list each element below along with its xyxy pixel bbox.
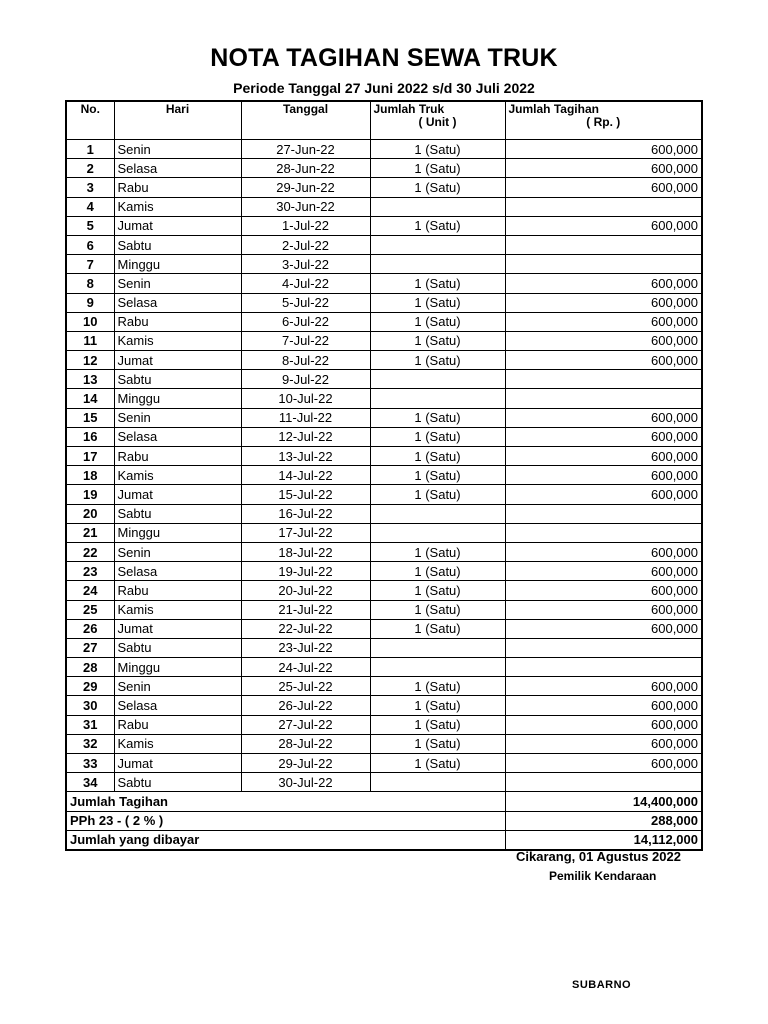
table-row: [66, 197, 702, 216]
row-no: 1: [66, 140, 114, 159]
row-tanggal: 24-Jul-22: [241, 658, 370, 677]
row-hari: Selasa: [114, 159, 241, 178]
row-hari: Kamis: [114, 197, 241, 216]
row-tanggal: 25-Jul-22: [241, 677, 370, 696]
row-jumlah-truk: 1 (Satu): [370, 216, 505, 235]
row-jumlah-truk: [370, 235, 505, 254]
document-period: Periode Tanggal 27 Juni 2022 s/d 30 Juli 2022: [233, 80, 535, 96]
row-jumlah-tagihan: 600,000: [505, 274, 702, 293]
row-hari: Jumat: [114, 216, 241, 235]
row-jumlah-tagihan: 600,000: [505, 312, 702, 331]
table-row: [66, 159, 702, 178]
row-hari: Rabu: [114, 581, 241, 600]
header-jumlah-tagihan-unit: ( Rp. ): [586, 115, 621, 129]
table-row: [66, 619, 702, 638]
table-row: [66, 504, 702, 523]
table-row: [66, 178, 702, 197]
table-row: [66, 255, 702, 274]
row-hari: Rabu: [114, 447, 241, 466]
row-hari: Jumat: [114, 485, 241, 504]
row-tanggal: 7-Jul-22: [241, 331, 370, 350]
row-no: 12: [66, 351, 114, 370]
row-hari: Selasa: [114, 696, 241, 715]
row-tanggal: 5-Jul-22: [241, 293, 370, 312]
row-tanggal: 15-Jul-22: [241, 485, 370, 504]
row-hari: Senin: [114, 140, 241, 159]
row-hari: Kamis: [114, 331, 241, 350]
row-no: 27: [66, 638, 114, 657]
table-row: [66, 351, 702, 370]
table-row: [66, 734, 702, 753]
invoice-table-body: [66, 140, 702, 792]
row-jumlah-tagihan: 600,000: [505, 677, 702, 696]
row-jumlah-truk: [370, 638, 505, 657]
summary-paid-value: 14,112,000: [505, 830, 702, 850]
row-jumlah-tagihan: 600,000: [505, 600, 702, 619]
row-jumlah-truk: [370, 504, 505, 523]
row-hari: Rabu: [114, 178, 241, 197]
row-no: 31: [66, 715, 114, 734]
row-no: 7: [66, 255, 114, 274]
row-no: 30: [66, 696, 114, 715]
row-tanggal: 17-Jul-22: [241, 523, 370, 542]
row-jumlah-tagihan: 600,000: [505, 447, 702, 466]
row-tanggal: 22-Jul-22: [241, 619, 370, 638]
header-jumlah-truk-unit: ( Unit ): [418, 115, 457, 129]
table-row: [66, 312, 702, 331]
row-tanggal: 9-Jul-22: [241, 370, 370, 389]
invoice-table-header: [66, 101, 702, 140]
row-no: 15: [66, 408, 114, 427]
row-tanggal: 6-Jul-22: [241, 312, 370, 331]
row-tanggal: 27-Jul-22: [241, 715, 370, 734]
table-row: [66, 216, 702, 235]
row-tanggal: 28-Jun-22: [241, 159, 370, 178]
row-jumlah-truk: 1 (Satu): [370, 542, 505, 561]
row-hari: Senin: [114, 408, 241, 427]
row-jumlah-tagihan: [505, 370, 702, 389]
row-jumlah-tagihan: [505, 773, 702, 792]
row-no: 19: [66, 485, 114, 504]
row-hari: Kamis: [114, 734, 241, 753]
row-hari: Jumat: [114, 754, 241, 773]
row-tanggal: 4-Jul-22: [241, 274, 370, 293]
row-no: 32: [66, 734, 114, 753]
row-hari: Jumat: [114, 351, 241, 370]
row-hari: Kamis: [114, 600, 241, 619]
row-jumlah-truk: 1 (Satu): [370, 619, 505, 638]
row-jumlah-truk: 1 (Satu): [370, 293, 505, 312]
row-no: 23: [66, 562, 114, 581]
row-jumlah-tagihan: [505, 658, 702, 677]
row-hari: Selasa: [114, 562, 241, 581]
row-jumlah-tagihan: [505, 389, 702, 408]
row-hari: Senin: [114, 274, 241, 293]
row-hari: Minggu: [114, 389, 241, 408]
row-tanggal: 11-Jul-22: [241, 408, 370, 427]
table-row: [66, 447, 702, 466]
header-jumlah-tagihan-label: Jumlah Tagihan: [508, 102, 599, 116]
row-jumlah-truk: 1 (Satu): [370, 351, 505, 370]
row-hari: Minggu: [114, 255, 241, 274]
row-tanggal: 19-Jul-22: [241, 562, 370, 581]
row-no: 6: [66, 235, 114, 254]
table-row: [66, 658, 702, 677]
table-row: [66, 638, 702, 657]
table-row: [66, 140, 702, 159]
row-tanggal: 8-Jul-22: [241, 351, 370, 370]
row-jumlah-tagihan: 600,000: [505, 485, 702, 504]
row-no: 28: [66, 658, 114, 677]
row-jumlah-tagihan: 600,000: [505, 466, 702, 485]
row-no: 11: [66, 331, 114, 350]
row-hari: Sabtu: [114, 504, 241, 523]
row-no: 3: [66, 178, 114, 197]
row-tanggal: 29-Jul-22: [241, 754, 370, 773]
row-no: 8: [66, 274, 114, 293]
table-row: [66, 677, 702, 696]
row-tanggal: 27-Jun-22: [241, 140, 370, 159]
row-jumlah-tagihan: 600,000: [505, 331, 702, 350]
row-no: 4: [66, 197, 114, 216]
row-tanggal: 16-Jul-22: [241, 504, 370, 523]
row-tanggal: 20-Jul-22: [241, 581, 370, 600]
row-tanggal: 18-Jul-22: [241, 542, 370, 561]
row-hari: Minggu: [114, 523, 241, 542]
row-jumlah-truk: 1 (Satu): [370, 312, 505, 331]
row-jumlah-tagihan: 600,000: [505, 542, 702, 561]
invoice-table: [65, 100, 703, 851]
row-no: 21: [66, 523, 114, 542]
row-hari: Rabu: [114, 715, 241, 734]
row-jumlah-tagihan: 600,000: [505, 734, 702, 753]
row-no: 22: [66, 542, 114, 561]
table-row: [66, 408, 702, 427]
row-no: 33: [66, 754, 114, 773]
table-row: [66, 370, 702, 389]
row-tanggal: 2-Jul-22: [241, 235, 370, 254]
row-jumlah-truk: [370, 523, 505, 542]
document-title: NOTA TAGIHAN SEWA TRUK: [210, 44, 558, 72]
row-jumlah-tagihan: [505, 235, 702, 254]
row-jumlah-tagihan: [505, 638, 702, 657]
row-no: 5: [66, 216, 114, 235]
row-tanggal: 12-Jul-22: [241, 427, 370, 446]
row-tanggal: 13-Jul-22: [241, 447, 370, 466]
row-no: 13: [66, 370, 114, 389]
row-jumlah-tagihan: 600,000: [505, 696, 702, 715]
row-jumlah-tagihan: 600,000: [505, 178, 702, 197]
row-jumlah-truk: 1 (Satu): [370, 427, 505, 446]
summary-pph-value: 288,000: [505, 811, 702, 830]
row-jumlah-tagihan: [505, 197, 702, 216]
row-jumlah-tagihan: 600,000: [505, 140, 702, 159]
summary-pph-label: PPh 23 - ( 2 % ): [66, 811, 505, 830]
row-no: 10: [66, 312, 114, 331]
row-jumlah-tagihan: 600,000: [505, 715, 702, 734]
row-hari: Kamis: [114, 466, 241, 485]
row-no: 14: [66, 389, 114, 408]
row-jumlah-truk: [370, 389, 505, 408]
row-jumlah-truk: 1 (Satu): [370, 581, 505, 600]
row-jumlah-truk: 1 (Satu): [370, 562, 505, 581]
summary-total-label: Jumlah Tagihan: [66, 792, 505, 811]
signature-role: Pemilik Kendaraan: [549, 869, 657, 883]
row-jumlah-truk: 1 (Satu): [370, 274, 505, 293]
table-row: [66, 485, 702, 504]
row-jumlah-tagihan: 600,000: [505, 619, 702, 638]
row-jumlah-tagihan: 600,000: [505, 754, 702, 773]
row-jumlah-tagihan: 600,000: [505, 427, 702, 446]
row-hari: Sabtu: [114, 370, 241, 389]
row-tanggal: 30-Jun-22: [241, 197, 370, 216]
row-no: 16: [66, 427, 114, 446]
table-row: [66, 562, 702, 581]
row-jumlah-truk: [370, 197, 505, 216]
row-tanggal: 1-Jul-22: [241, 216, 370, 235]
row-no: 2: [66, 159, 114, 178]
table-row: [66, 523, 702, 542]
table-row: [66, 773, 702, 792]
row-hari: Rabu: [114, 312, 241, 331]
table-row: [66, 581, 702, 600]
row-jumlah-truk: 1 (Satu): [370, 734, 505, 753]
row-no: 25: [66, 600, 114, 619]
row-jumlah-truk: 1 (Satu): [370, 696, 505, 715]
row-no: 17: [66, 447, 114, 466]
row-jumlah-truk: 1 (Satu): [370, 140, 505, 159]
row-hari: Senin: [114, 677, 241, 696]
row-tanggal: 10-Jul-22: [241, 389, 370, 408]
header-hari: Hari: [114, 101, 241, 140]
summary-row-paid: [66, 830, 702, 850]
row-jumlah-tagihan: 600,000: [505, 159, 702, 178]
table-row: [66, 331, 702, 350]
row-jumlah-truk: 1 (Satu): [370, 331, 505, 350]
summary-paid-label: Jumlah yang dibayar: [66, 830, 505, 850]
row-jumlah-truk: 1 (Satu): [370, 485, 505, 504]
table-row: [66, 389, 702, 408]
row-hari: Sabtu: [114, 638, 241, 657]
summary-row-total: [66, 792, 702, 811]
row-jumlah-truk: [370, 658, 505, 677]
row-jumlah-tagihan: 600,000: [505, 293, 702, 312]
signature-place-date: Cikarang, 01 Agustus 2022: [516, 849, 681, 864]
row-tanggal: 28-Jul-22: [241, 734, 370, 753]
row-jumlah-tagihan: 600,000: [505, 581, 702, 600]
row-jumlah-truk: 1 (Satu): [370, 447, 505, 466]
table-row: [66, 293, 702, 312]
row-hari: Selasa: [114, 293, 241, 312]
row-tanggal: 26-Jul-22: [241, 696, 370, 715]
row-jumlah-tagihan: [505, 504, 702, 523]
summary-total-value: 14,400,000: [505, 792, 702, 811]
row-jumlah-truk: 1 (Satu): [370, 715, 505, 734]
row-jumlah-truk: 1 (Satu): [370, 159, 505, 178]
row-hari: Selasa: [114, 427, 241, 446]
header-jumlah-truk: [370, 101, 505, 140]
row-no: 29: [66, 677, 114, 696]
table-row: [66, 235, 702, 254]
row-tanggal: 29-Jun-22: [241, 178, 370, 197]
row-hari: Senin: [114, 542, 241, 561]
row-jumlah-truk: [370, 773, 505, 792]
row-hari: Jumat: [114, 619, 241, 638]
row-no: 18: [66, 466, 114, 485]
row-jumlah-tagihan: 600,000: [505, 408, 702, 427]
row-jumlah-truk: [370, 255, 505, 274]
row-no: 34: [66, 773, 114, 792]
signature-name: SUBARNO: [572, 979, 632, 991]
table-row: [66, 427, 702, 446]
row-no: 24: [66, 581, 114, 600]
header-tanggal: Tanggal: [241, 101, 370, 140]
row-jumlah-truk: 1 (Satu): [370, 754, 505, 773]
header-jumlah-tagihan: [505, 101, 702, 140]
row-hari: Sabtu: [114, 773, 241, 792]
table-row: [66, 754, 702, 773]
row-jumlah-tagihan: [505, 255, 702, 274]
row-no: 9: [66, 293, 114, 312]
row-jumlah-tagihan: [505, 523, 702, 542]
row-jumlah-truk: [370, 370, 505, 389]
row-jumlah-truk: 1 (Satu): [370, 600, 505, 619]
table-row: [66, 600, 702, 619]
row-jumlah-tagihan: 600,000: [505, 351, 702, 370]
table-row: [66, 466, 702, 485]
row-jumlah-truk: 1 (Satu): [370, 408, 505, 427]
row-tanggal: 23-Jul-22: [241, 638, 370, 657]
row-no: 20: [66, 504, 114, 523]
row-jumlah-truk: 1 (Satu): [370, 677, 505, 696]
summary-row-pph: [66, 811, 702, 830]
row-jumlah-truk: 1 (Satu): [370, 466, 505, 485]
table-row: [66, 696, 702, 715]
row-tanggal: 14-Jul-22: [241, 466, 370, 485]
row-tanggal: 21-Jul-22: [241, 600, 370, 619]
row-tanggal: 30-Jul-22: [241, 773, 370, 792]
header-no: No.: [66, 101, 114, 140]
row-jumlah-tagihan: 600,000: [505, 216, 702, 235]
row-no: 26: [66, 619, 114, 638]
table-row: [66, 274, 702, 293]
row-tanggal: 3-Jul-22: [241, 255, 370, 274]
table-row: [66, 542, 702, 561]
row-hari: Minggu: [114, 658, 241, 677]
row-jumlah-truk: 1 (Satu): [370, 178, 505, 197]
row-jumlah-tagihan: 600,000: [505, 562, 702, 581]
invoice-summary: [66, 792, 702, 850]
table-row: [66, 715, 702, 734]
header-jumlah-truk-label: Jumlah Truk: [373, 102, 445, 116]
row-hari: Sabtu: [114, 235, 241, 254]
